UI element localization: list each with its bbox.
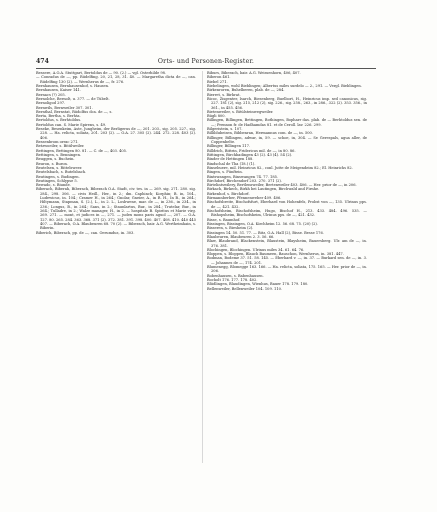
index-entry: Blaw, Blaubrand, Blackenstein, Blaustein, Blaysheim, Bauersberg. Ulr. am de —, in. 376. 381. [207, 239, 367, 248]
index-entry: Binsebuere, mil. Heinricus 82., conl. Jutte de Meigendeim 82.; El. Heinrichs 82. [207, 165, 353, 170]
index-entry: Birchdorf, Birchendorf 203. 270. 371 (2). [207, 178, 282, 183]
index-entry: Bietenweiler, s. Bitülsteinwegweiler. [207, 109, 274, 114]
left-column [36, 71, 196, 463]
index-entry: Blüdlingen, Blaudingen, Wienhus, Bauer 178. 179. 180. [207, 282, 309, 287]
index-entry: Bernacs (?) 205. [36, 92, 66, 97]
index-entry: Bernoligod 297. [36, 101, 66, 106]
index-entry: Birkenroren, Buhelberen, plab. de —, 284. [207, 88, 285, 93]
index-entry: Beuggen, s. Buchein. [36, 157, 75, 162]
index-entry: Birkach, Birkech, Birkh bei Lautingen, Birchwald and Firnhe. [207, 187, 320, 192]
index-entry: Bintswangen, Binswangen 74. 77. 185. [207, 174, 279, 179]
index-entry: Biebelingen, wohl Bieblingen; Albertus miles surdelo — 2., 291. — Vergl. Bieblingen. [207, 83, 362, 88]
running-title: Orts- und Personen-Register. [157, 58, 255, 65]
index-entry: Biebel 271. [207, 79, 228, 84]
header-rule [36, 68, 376, 69]
right-column [207, 71, 367, 463]
index-entry: Bocholt 176. 177. 178. 402. [207, 278, 258, 282]
index-entry: Beutelsen, s. Rittelsweer. [36, 165, 83, 170]
index-entry: Billinger, Billingen 117. [207, 144, 251, 149]
index-entry: Binder de Hettingen 188. [207, 157, 254, 162]
index-entry: Bernhausen, Kaiser 141. [36, 88, 81, 93]
index-entry: Biburs, Biberach, bair. A.G. Weissenhorn, 406, 407. [207, 71, 301, 75]
index-entry: Birtelintswilery, Bertlensweiler, Bertenweiler 403. 406. — Her. prior de —, in 206. [207, 183, 357, 188]
index-entry: Bierret, s. Birhrat. [207, 92, 241, 97]
index-entry: Billinger, Billingen, adwar, in, 59. — schoe, in, 304. — Se Gerespals, agua aller, de Coppenbelte. [207, 135, 367, 144]
index-entry: Bernwils, Bernweiler 307. 301. [36, 105, 93, 110]
column-divider [202, 71, 203, 463]
index-entry: — Conradus de —, pp. Rüdelfing. 20, 21, 28, 31. 40. — Margaretha dicta de —, can. Rüdelfing 130 (2). — Wernherus de —, fr. 276. [36, 75, 196, 84]
index-entry: Bellenweiler, Bellenweiler 104. 109. 110. [207, 286, 283, 291]
index-entry: Bettingen, s. Benningen. [36, 152, 82, 157]
index-entry: Bobenhausen, s. Babenhausen. [207, 273, 264, 278]
index-entry: Bewado, s. Biunde. [36, 183, 71, 188]
index-entry: Beutingen, s. Budingen. [36, 174, 80, 179]
index-entry: Bloppen, s. Bloppen, Blauch Baumeen, Bauschon, Wernherus, in. 381. 447. [207, 252, 344, 257]
index-entry: Bügli 800. [207, 114, 226, 119]
index-entry: Berta, Bertha, s. Berhta. [36, 114, 81, 119]
index-entry: Betzwoeiler, s. Bitülweiler. [36, 144, 85, 149]
index-entry: Bertoldus, s. Berhtoldus. [36, 118, 82, 123]
index-entry: Bisse, s. Baumhof. [207, 217, 241, 222]
index-entry: Bischofsheim, Bischofsheim, Hugo, Bischof H., 213. 433. 484. 496. 535. — Bishopsheim, Bischofsheim, Ulrinus pps. de —, 421. 432. [207, 209, 367, 218]
index-entry: Beutingen, Schlypse 5. [36, 178, 78, 183]
page-number: 474 [36, 58, 49, 65]
index-entry: Bertoldus can. S. Marie Spirens, s. 49. [36, 122, 107, 127]
index-entry: Bessere, A.O.A. Stuttgart, Bertoldus de — 90. (2.) — vgl. Osterhilde 98. [36, 71, 167, 75]
index-entry: Bingen, s. Fünftein. [207, 170, 243, 175]
index-entry: Bodman, Bodeme 37. 51. 58. 145. — Eberhard v. —, in. 37. — Burkard sen. de —, in. 3. — Johannes de —, 174. 201. [207, 256, 367, 265]
index-entry: Biberich, Biberach, pp. de —, can. Oerumdus, in. 303. [36, 230, 135, 235]
index-entry: Biberon 461. [207, 75, 231, 80]
index-entry: Bessenbrom orrac 271. [36, 140, 79, 144]
index-entry: Blaubeuren, Blaubeuren 2. 3. 56. 66. [207, 234, 275, 239]
index-entry: Beuron, s. Buron. [36, 161, 68, 166]
index-entry: Blumenegg, Blomegge 163. 166. — Ha. relicta, soliata, 175. 165. — Her. prior de —, in. 206. [207, 265, 367, 274]
index-entry: Blochingen, Blochingen. Ulrinus miles 34. 61. 64. 76. [207, 247, 305, 252]
index-entry: Billingen, Billingen, Bettingen, Bothingen, Bopharr das. plab. de — Berhtoldus sen. de —; Prennon fr. de Hadhamdas 81. et de Ceroll. lav. 226. 299. [207, 118, 367, 127]
index-entry: Bicoc, Zisgenter, Isarch, Biesenberg, Buelbort, H., Heinricus imp. sed canonicus, sig. 227. 181 (2), sig. 215, 212 (2), sig. 226., sig. 258., 263., in 286., 322 (2). 353. 356., in 361., in 455. 456. [207, 96, 367, 110]
index-entry: Bisseren, s. Biesheim (2). [207, 226, 254, 231]
page-header [36, 58, 376, 68]
index-entry: Birmannberber, Pfennenweber 409. 406. [207, 196, 282, 201]
index-entry: Birkenhof, s. Birchdorf. [207, 191, 250, 196]
index-entry: Biberach, Biberah, Biberach, Biberach O.A. Stadt, civ. tes. in — 269. sig. 271. 280. sig. 284., 298. 306. — civis Heill., Her., in 2.; dm. Caphinch; Korphin; B. in, 104., Ludewicus, in. 104.; Cramer H., in 264.; Gnolar, Gneier, A., in R. H., In B., in 264.; Hiltymann, Stapman, S. (2.), L., in 2. L., Losbwene, mar. de —, in 236., in 234., in 236.; Longus, B., in 264.; Sans, in 2.; Staunlartus, Bur., in 284.; Trutelar, Bur., in 264.; Tulladre, in 2.; Walze manager, H., in 2. — hospitale B. Spiritus et Marie virg. 269. 271. — mont, et judices in —, 271. — judex mons paris aguol —, 207. — O.A. 127. 80. 265. 284. 363. 368. 371 (2). 372. 381. 391. 398. 400. 407. 408. 410. 440 445 407. — Biberach, O.A. Blaubeuren 68. 70 (2). — Biberach, bair. A.G. Wertheimhain, s. Biberin. [36, 187, 196, 231]
index-entry: Billdrich, Bittrin, Fridericus mil. de —, in 80. 86. [207, 148, 296, 153]
index-entry: Bernolche, Bernolt, u. 377. — de Tübelt. [36, 96, 110, 101]
index-entry: Billiblubeisen, Bibbenran, Hermannus com. de —, in. 500. [207, 131, 313, 136]
index-entry: Beutelsbach, s. Butelsbach. [36, 170, 87, 175]
index-entry: Bernhausen, Bernhausenhof, s. Hausen. [36, 83, 110, 88]
index-entry: Bischofsbreite, Bischofsfurt, Eberhard von Hohenfels, Probst von —, 135. Ulrinus pps. de —, 421. 432. [207, 200, 367, 209]
index-entry: Beseke, Besenkeim, Aste, Jungheim, der Berligerus de —, 201. 203., sig. 205. 227., sig. 228. — Ha. relicta, soliata, 201. 203 (2). — O.A. 27. 305 (2). 244. 272. 228. 403 (2). 406. [36, 127, 196, 140]
index-entry: Bissingen, Bissingen, O.A. Kirchheim 12. 56. 68. 75. (20) (2). [207, 221, 318, 226]
index-entry: Bilgeristein, s. 107. [207, 127, 243, 132]
index-entry: Bettingen, Bettingen 80. 81. — C. de —, 403. 405. [36, 148, 128, 153]
index-entry: Bittingen, Birchbadingen 43 (2). 43 (4). 54 (2). [207, 152, 293, 157]
index-entry: Bindschal de Tha (18.) (1). [207, 161, 256, 166]
index-entry: Bernthal, Bernstat, Rüdolfus dca. de —, s. [36, 109, 113, 114]
index-entry: Bissingen 14. 50. 51. 77. — Bitz, O.A. Hall (2), Bisse. Besse 176. [207, 230, 324, 235]
